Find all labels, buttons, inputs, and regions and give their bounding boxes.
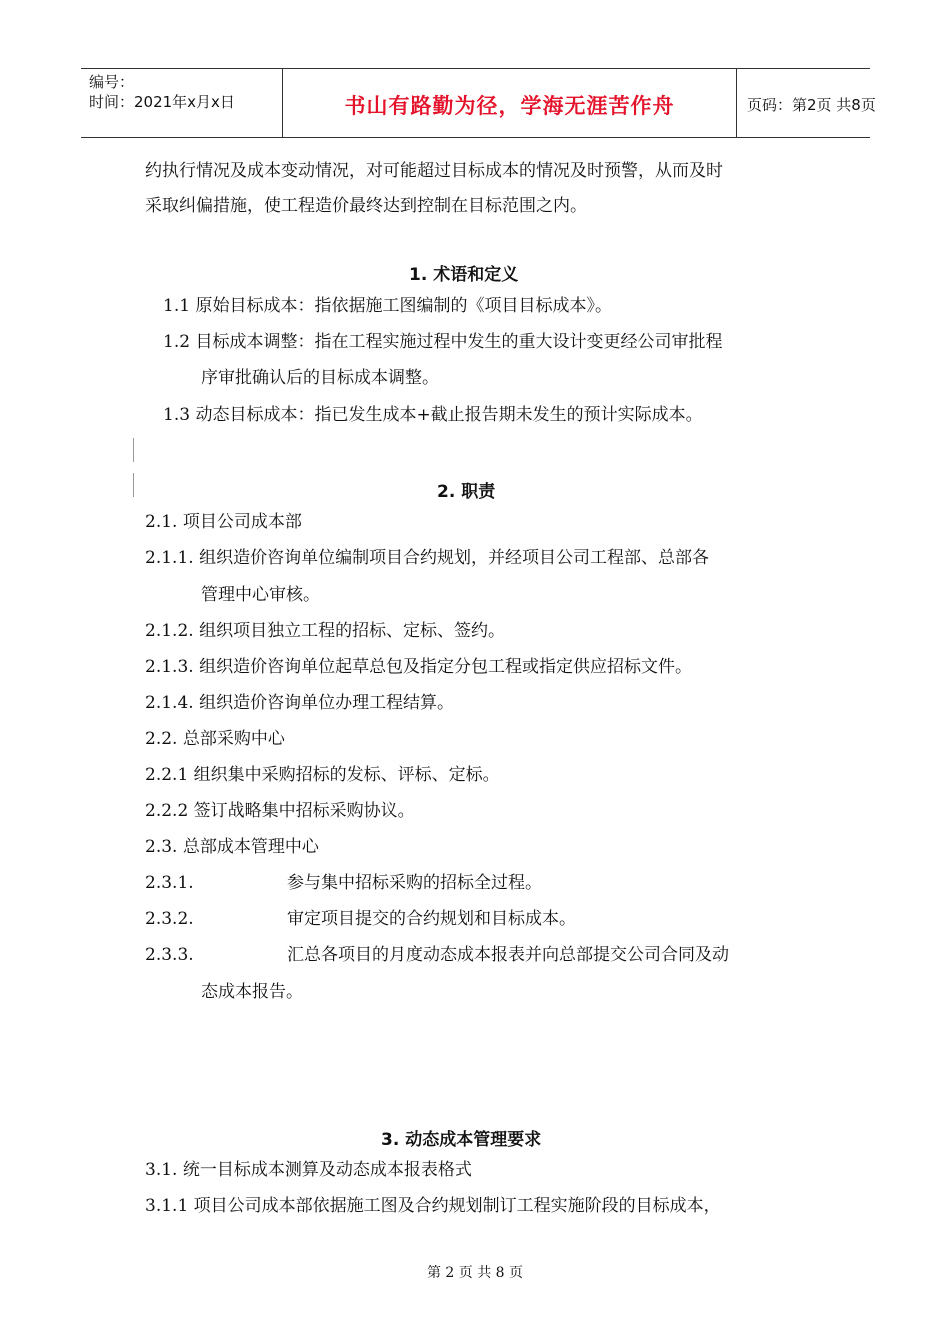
document-date: 时间：2021年x月x日 (89, 93, 235, 111)
list-item: 1.3 动态目标成本：指已发生成本+截止报告期未发生的预计实际成本。 (163, 405, 703, 425)
motto: 书山有路勤为径，学海无涯苦作舟 (344, 94, 675, 118)
sub-item-number: 2.3.1. (145, 873, 194, 893)
intro-line: 采取纠偏措施，使工程造价最终达到控制在目标范围之内。 (145, 196, 587, 216)
list-item-continuation: 序审批确认后的目标成本调整。 (201, 368, 439, 388)
list-item: 2.3. 总部成本管理中心 (145, 837, 319, 857)
header-page-cell (737, 69, 876, 137)
sub-item-text: 审定项目提交的合约规划和目标成本。 (287, 909, 576, 929)
sub-item-number: 2.3.3. (145, 945, 194, 965)
section-heading: 2. 职责 (437, 482, 496, 502)
list-item: 2.1.2. 组织项目独立工程的招标、定标、签约。 (145, 621, 506, 641)
page-header (81, 68, 876, 138)
sub-item-number: 2.3.2. (145, 909, 194, 929)
list-item-continuation: 管理中心审核。 (201, 585, 320, 605)
list-item: 2.1. 项目公司成本部 (145, 512, 302, 532)
list-item: 3.1.1 项目公司成本部依据施工图及合约规划制订工程实施阶段的目标成本， (145, 1196, 721, 1216)
list-item: 2.2.1 组织集中采购招标的发标、评标、定标。 (145, 765, 500, 785)
list-item: 2.1.1. 组织造价咨询单位编制项目合约规划，并经项目公司工程部、总部各 (145, 548, 710, 568)
section-heading: 1. 术语和定义 (409, 265, 519, 285)
sub-item-text: 参与集中招标采购的招标全过程。 (287, 873, 542, 893)
intro-line: 约执行情况及成本变动情况，对可能超过目标成本的情况及时预警，从而及时 (145, 161, 723, 181)
header-motto-cell (283, 69, 737, 137)
page-info: 页码：第2页 共8页 (747, 96, 876, 114)
list-item: 2.1.3. 组织造价咨询单位起草总包及指定分包工程或指定供应招标文件。 (145, 657, 693, 677)
header-meta-cell (81, 69, 283, 137)
section-heading: 3. 动态成本管理要求 (381, 1130, 542, 1150)
list-item: 2.1.4. 组织造价咨询单位办理工程结算。 (145, 693, 455, 713)
list-item: 1.2 目标成本调整：指在工程实施过程中发生的重大设计变更经公司审批程 (163, 332, 723, 352)
sub-item-text: 汇总各项目的月度动态成本报表并向总部提交公司合同及动 (287, 945, 729, 965)
list-item: 3.1. 统一目标成本测算及动态成本报表格式 (145, 1160, 472, 1180)
list-item-continuation: 态成本报告。 (201, 982, 303, 1002)
page-footer: 第 2 页 共 8 页 (426, 1265, 524, 1281)
revision-mark (133, 473, 134, 497)
list-item: 2.2. 总部采购中心 (145, 729, 285, 749)
list-item: 1.1 原始目标成本：指依据施工图编制的《项目目标成本》。 (163, 296, 612, 316)
revision-mark (133, 438, 134, 462)
document-number: 编号： (89, 73, 135, 91)
list-item: 2.2.2 签订战略集中招标采购协议。 (145, 801, 415, 821)
